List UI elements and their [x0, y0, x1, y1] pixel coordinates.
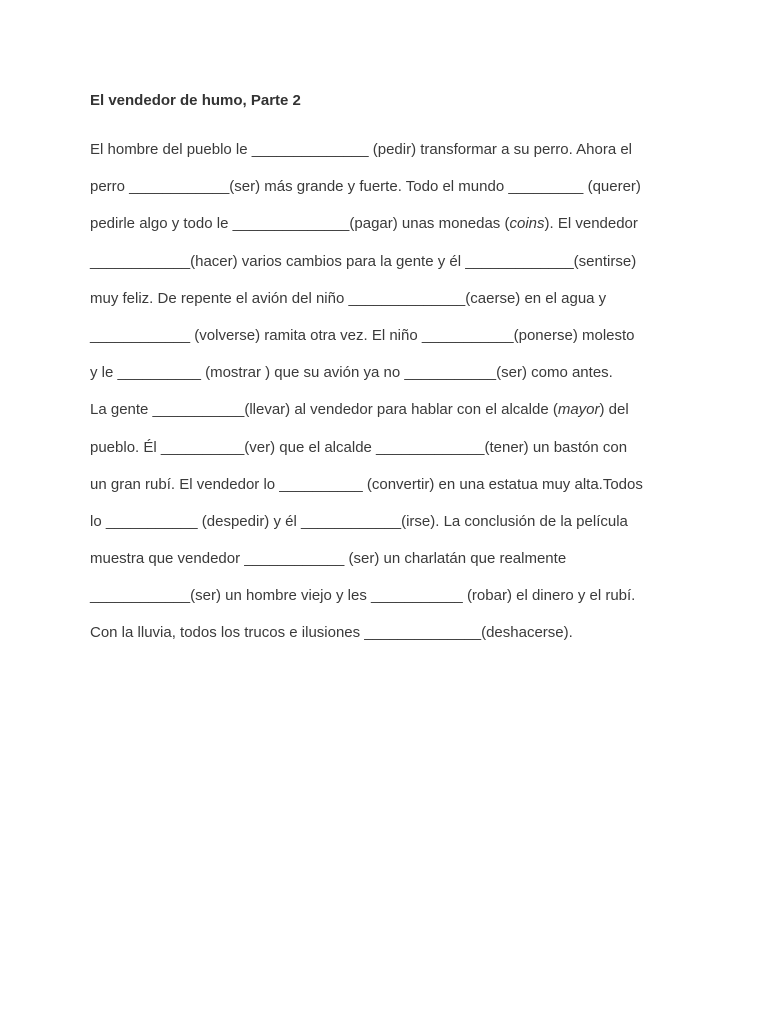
exercise-paragraph [90, 131, 690, 652]
paragraph-line [90, 614, 690, 651]
italic-term: mayor [557, 401, 600, 419]
paragraph-line [90, 577, 690, 614]
paragraph-line [90, 131, 690, 168]
paragraph-line [90, 354, 690, 391]
line-text: un gran rubí. El vendedor lo __________ (convertir) en una estatua muy alta.Todos [90, 475, 643, 493]
paragraph-line [90, 391, 690, 428]
paragraph-line [90, 280, 690, 317]
line-text: ____________(hacer) varios cambios para la gente y él _____________(sentirse) [90, 252, 637, 270]
paragraph-line [90, 503, 690, 540]
line-text: y le __________ (mostrar ) que su avión ya no ___________(ser) como antes. [90, 364, 613, 382]
line-text: Con la lluvia, todos los trucos e ilusiones ______________(deshacerse). [90, 624, 573, 642]
paragraph-line [90, 168, 690, 205]
line-text: pedirle algo y todo le ______________(pagar) unas monedas ( [90, 215, 510, 233]
line-text: lo ___________ (despedir) y él ____________(irse). La conclusión de la película [90, 512, 628, 530]
line-text: muestra que vendedor ____________ (ser) un charlatán que realmente [90, 550, 567, 568]
document-title: El vendedor de humo, Parte 2 [90, 92, 301, 109]
line-text: ____________ (volverse) ramita otra vez. El niño ___________(ponerse) molesto [90, 326, 635, 344]
line-text: perro ____________(ser) más grande y fuerte. Todo el mundo _________ (querer) [90, 178, 641, 196]
paragraph-line [90, 540, 690, 577]
line-text: El hombre del pueblo le ______________ (pedir) transformar a su perro. Ahora el [90, 141, 633, 158]
italic-term: coins [509, 215, 545, 233]
paragraph-line [90, 466, 690, 503]
line-text: ____________(ser) un hombre viejo y les ___________ (robar) el dinero y el rubí. [90, 587, 636, 605]
paragraph-line [90, 205, 690, 242]
line-text: ). El vendedor [544, 215, 638, 233]
paragraph-line [90, 243, 690, 280]
line-text: muy feliz. De repente el avión del niño ______________(caerse) en el agua y [90, 289, 607, 307]
line-text: ) del [599, 401, 629, 419]
paragraph-line [90, 429, 690, 466]
paragraph-line [90, 317, 690, 354]
line-text: pueblo. Él __________(ver) que el alcalde _____________(tener) un bastón con [90, 438, 628, 456]
line-text: La gente ___________(llevar) al vendedor para hablar con el alcalde ( [90, 401, 558, 419]
